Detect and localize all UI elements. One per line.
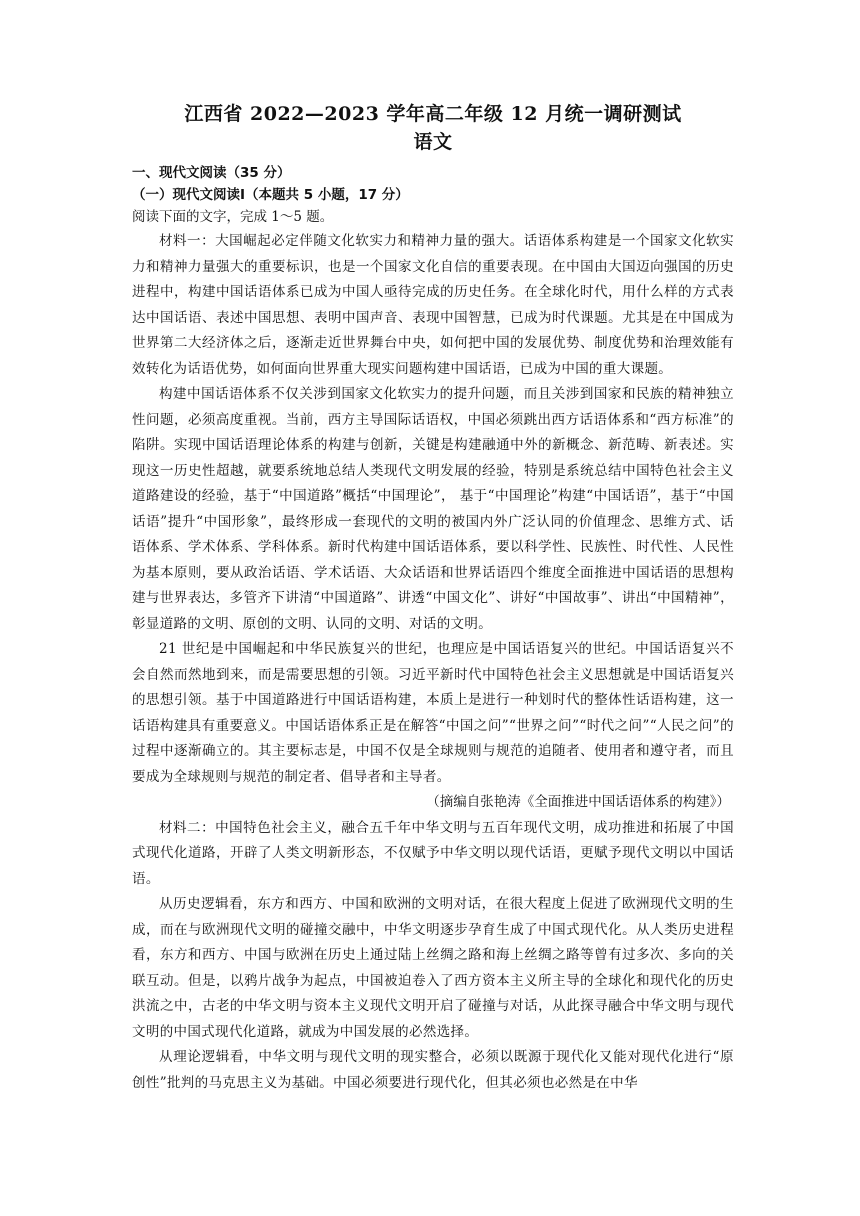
section-heading: 一、现代文阅读（35 分） <box>132 165 291 181</box>
material-1-source: （摘编自张艳涛《全面推进中国话语体系的构建》） <box>426 794 730 810</box>
material-label: 材料一： <box>159 233 216 249</box>
material-label: 材料二： <box>159 819 216 836</box>
material-2-paragraph-3: 从理论逻辑看，中华文明与现代文明的现实整合，必须以既源于现代化又能对现代化进行“原创性”批判的马克思主义为基础。中国必须要进行现代化，但其必须也必然是在中华 <box>132 1049 734 1091</box>
material-2-paragraph-2: 从历史逻辑看，东方和西方、中国和欧洲的文明对话，在很大程度上促进了欧洲现代文明的生成，而在与欧洲现代文明的碰撞交融中，中华文明逐步孕育生成了中国式现代化。从人类历史进程看，东方和西方、中国与欧洲在历史上通过陆上丝绸之路和海上丝绸之路等曾有过多次、多向的关联互动。但是，以鸦片战争为起点，中国被迫卷入了西方资本主义所主导的全球化和现代化的历史洪流之中，古老的中华文明与资本主义现代文明开启了碰撞与对话，从此探寻融合中华文明与现代文明的中国式现代化道路，就成为中国发展的必然选择。 <box>132 896 734 1040</box>
exam-title: 江西省 2022—2023 学年高二年级 12 月统一调研测试 <box>184 103 682 125</box>
paragraph-text: 大国崛起必定伴随文化软实力和精神力量的强大。话语体系构建是一个国家文化软实力和精神力量强大的重要标识，也是一个国家文化自信的重要表现。在中国由大国迈向强国的历史进程中，构建中国话语体系已成为中国人亟待完成的历史任务。在全球化时代，用什么样的方式表达中国话语、表述中国思想、表明中国声音、表现中国智慧，已成为时代课题。尤其是在中国成为世界第二大经济体之后，逐渐走近世界舞台中央，如何把中国的发展优势、制度优势和治理效能有效转化为话语优势，如何面向世界重大现实问题构建中国话语，已成为中国的重大课题。 <box>132 233 735 377</box>
material-1-paragraph-2: 构建中国话语体系不仅关涉到国家文化软实力的提升问题，而且关涉到国家和民族的精神独立性问题，必须高度重视。当前，西方主导国际话语权，中国必须跳出西方话语体系和“西方标准”的陷阱。实现中国话语理论体系的构建与创新，关键是构建融通中外的新概念、新范畴、新表述。实现这一历史性超越，就要系统地总结人类现代文明发展的经验，特别是系统总结中国特色社会主义道路建设的经验，基于“中国道路”概括“中国理论”， 基于“中国理论”构建“中国话语”，基于“中国话语”提升“中国形象”，最终形成一套现代的文明的被国内外广泛认同的价值理念、思维方式、话语体系、学术体系、学科体系。新时代构建中国话语体系，要以科学性、民族性、时代性、人民性为基本原则，要从政治话语、学术话语、大众话语和世界话语四个维度全面推进中国话语的思想构建与世界表达，多管齐下讲清“中国道路”、讲透“中国文化”、讲好“中国故事”、讲出“中国精神”，彰显道路的文明、原创的文明、认同的文明、对话的文明。 <box>132 386 734 632</box>
paragraph-text: 中国特色社会主义，融合五千年中华文明与五百年现代文明，成功推进和拓展了中国式现代化道路，开辟了人类文明新形态，不仅赋予中华文明以现代话语，更赋予现代文明以中国话语。 <box>132 819 735 887</box>
material-1-paragraph-3: 21 世纪是中国崛起和中华民族复兴的世纪，也理应是中国话语复兴的世纪。中国话语复兴不会自然而然地到来，而是需要思想的引领。习近平新时代中国特色社会主义思想就是中国话语复兴的思想引领。基于中国道路进行中国话语构建，本质上是进行一种划时代的整体性话语构建，这一话语构建具有重要意义。中国话语体系正是在解答“中国之问”“世界之问”“时代之问”“人民之问”的过程中逐渐确立的。其主要标志是，中国不仅是全球规则与规范的追随者、使用者和遵守者，而且要成为全球规则与规范的制定者、倡导者和主导者。 <box>132 641 734 785</box>
material-1-paragraph-1 <box>132 229 734 382</box>
material-2-paragraph-1 <box>132 816 734 893</box>
sub-section-heading: （一）现代文阅读Ⅰ（本题共 5 小题，17 分） <box>132 187 409 203</box>
reading-instruction: 阅读下面的文字，完成 1～5 题。 <box>132 209 334 225</box>
subject-title: 语文 <box>413 131 453 153</box>
